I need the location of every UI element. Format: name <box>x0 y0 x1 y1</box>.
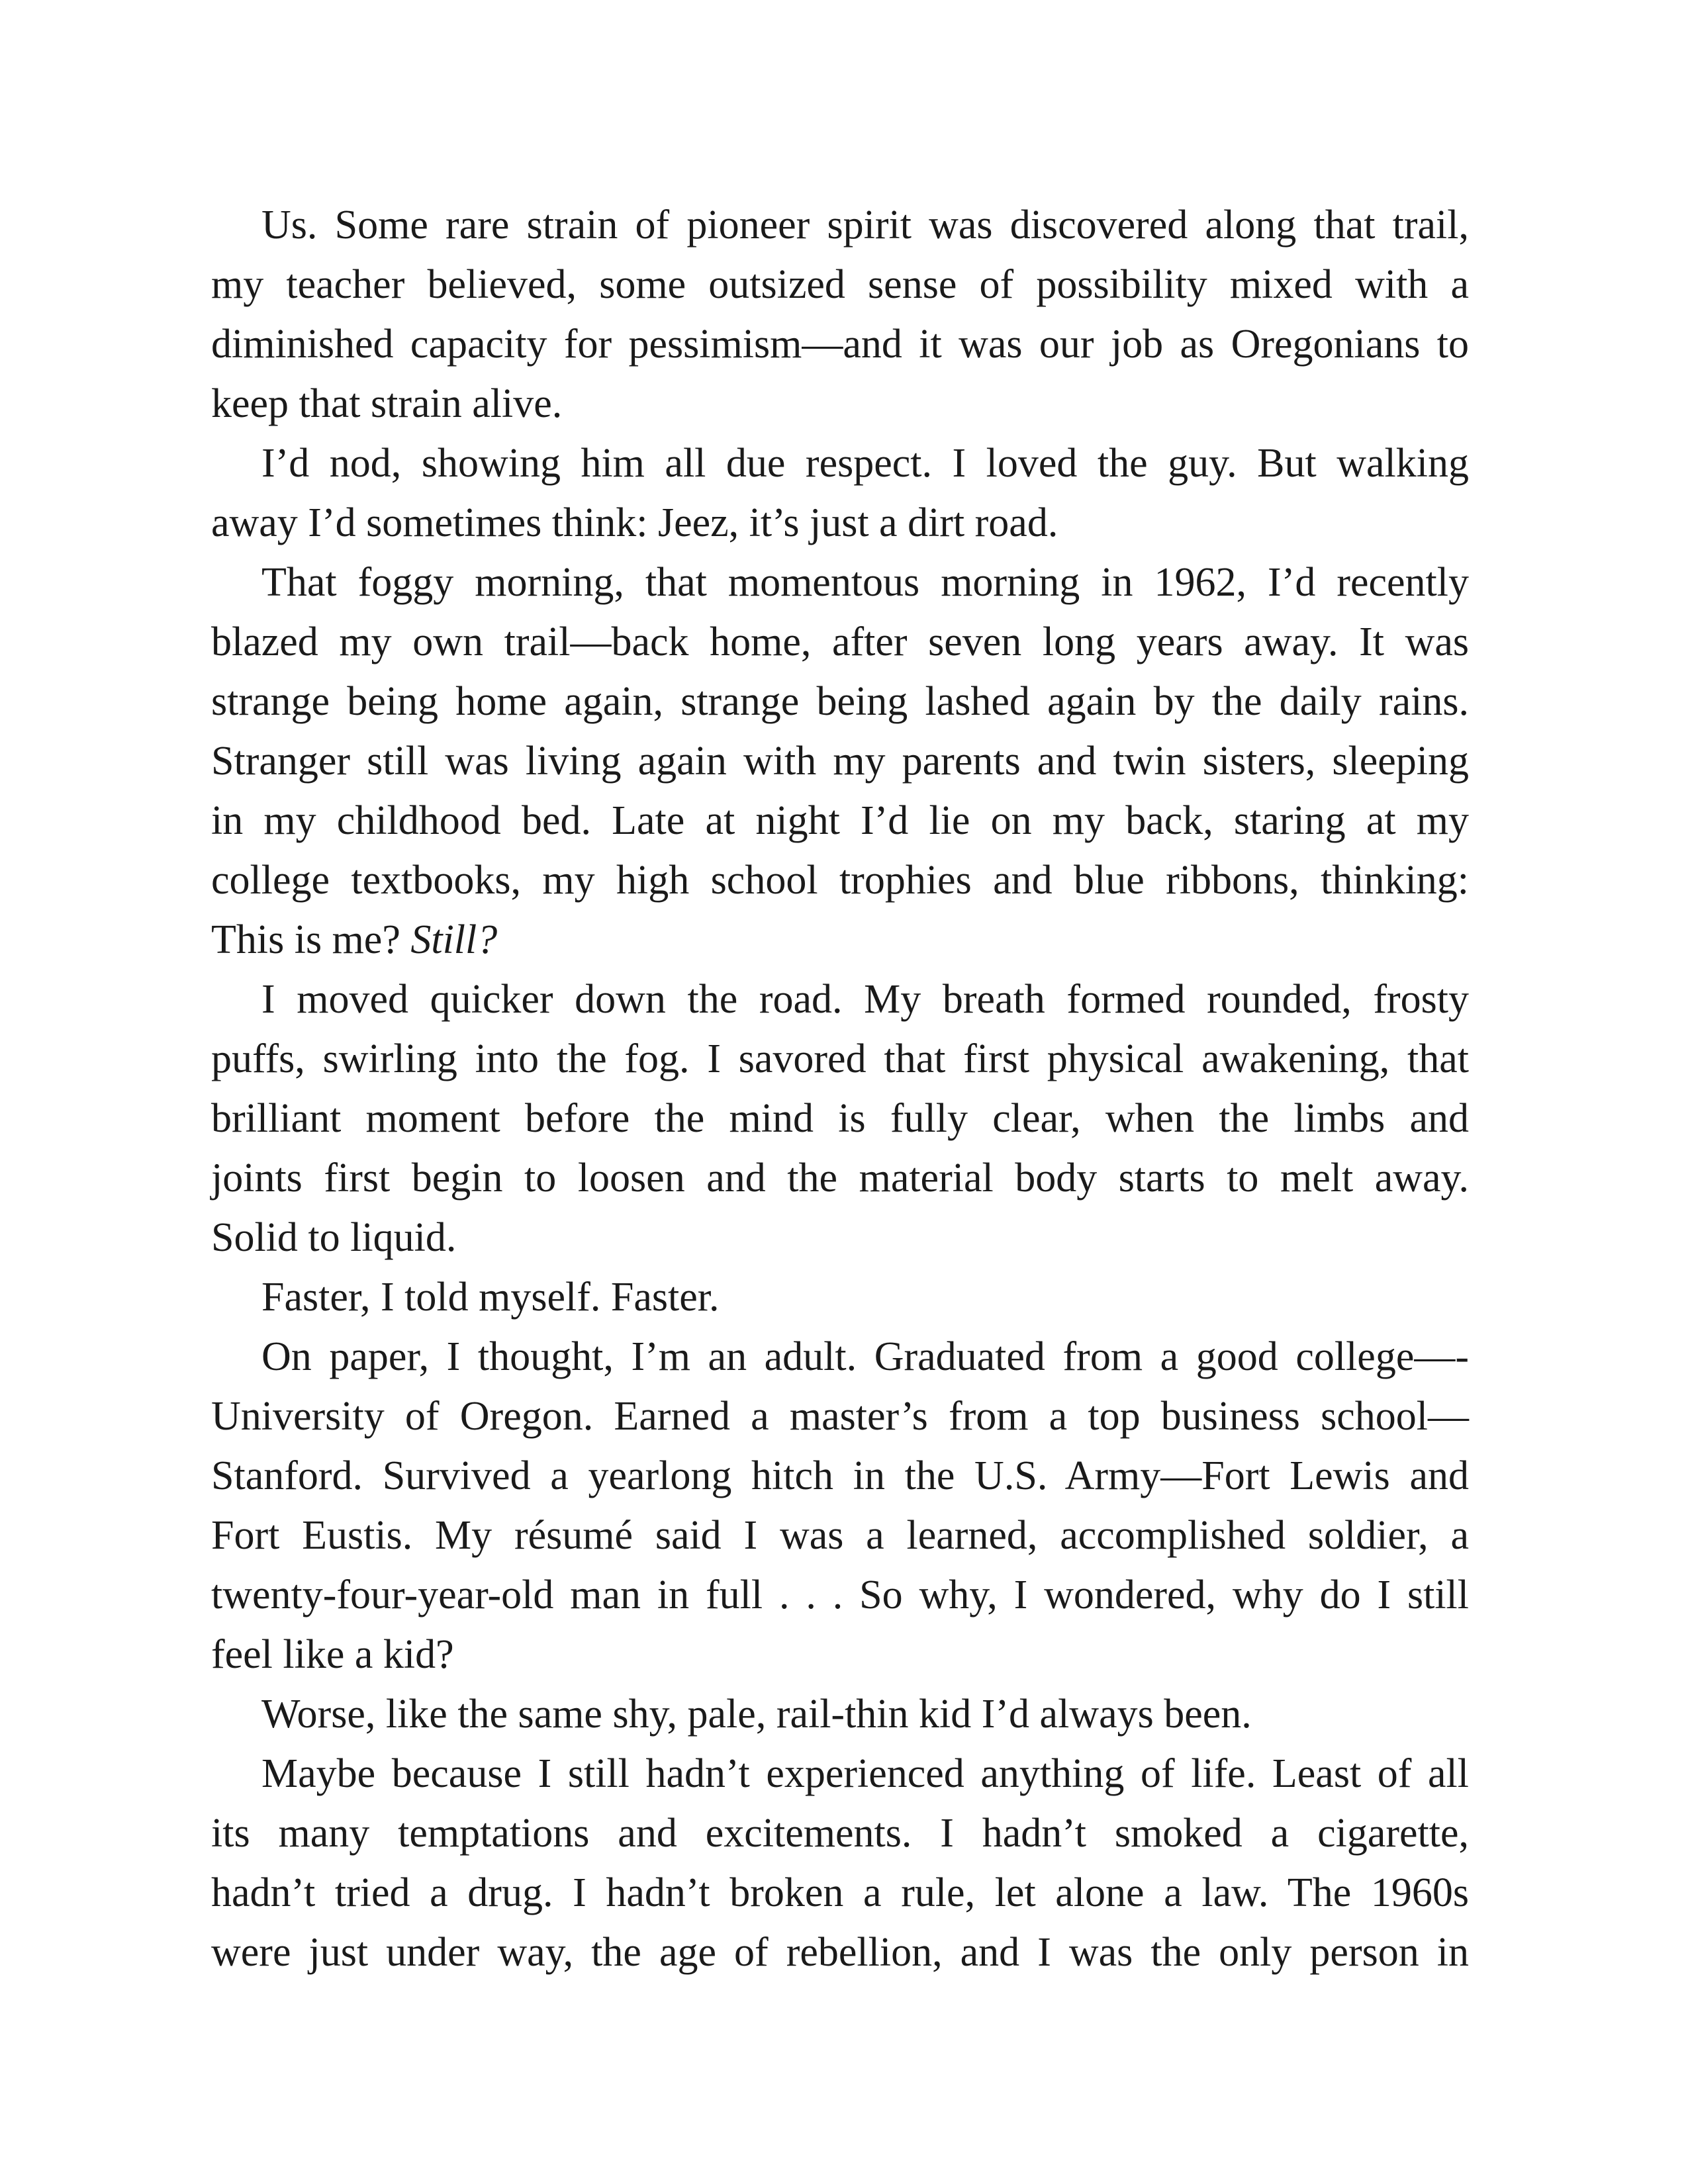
text-line-content: joints first begin to loosen and the material body starts to melt away. <box>211 1156 1469 1201</box>
text-line <box>211 672 1469 731</box>
text-line <box>211 910 1469 970</box>
text-line <box>211 553 1469 612</box>
text-line <box>211 1267 1469 1327</box>
text-line-content: This is me? <box>211 917 411 962</box>
text-line <box>211 255 1469 314</box>
text-line-content: Solid to liquid. <box>211 1215 457 1260</box>
text-line-content: That foggy morning, that momentous morning in 1962, I’d recently <box>261 560 1469 605</box>
book-page-text <box>211 195 1469 1982</box>
text-line <box>211 731 1469 791</box>
text-line <box>211 314 1469 374</box>
text-line <box>211 1089 1469 1148</box>
text-line <box>211 791 1469 850</box>
text-line-content: my teacher believed, some outsized sense of possibility mixed with a <box>211 262 1469 307</box>
text-line-content: away I’d sometimes think: Jeez, it’s just a dirt road. <box>211 500 1058 545</box>
text-line-content: feel like a kid? <box>211 1632 454 1677</box>
text-line-content: strange being home again, strange being lashed again by the daily rains. <box>211 679 1469 724</box>
text-line-content: Stranger still was living again with my parents and twin sisters, sleeping <box>211 739 1469 784</box>
text-line-content: Us. Some rare strain of pioneer spirit was discovered along that trail, <box>261 203 1469 248</box>
text-line-content: Maybe because I still hadn’t experienced anything of life. Least of all <box>261 1751 1469 1796</box>
text-line-content: blazed my own trail—back home, after seven long years away. It was <box>211 619 1469 664</box>
text-line <box>211 1148 1469 1208</box>
text-line-content: Stanford. Survived a yearlong hitch in the U.S. Army—Fort Lewis and <box>211 1453 1469 1498</box>
text-line-content: On paper, I thought, I’m an adult. Graduated from a good college—- <box>261 1334 1469 1379</box>
text-line-content: I moved quicker down the road. My breath formed rounded, frosty <box>261 977 1469 1022</box>
text-line-content: twenty-four-year-old man in full . . . So why, I wondered, why do I still <box>211 1572 1469 1617</box>
text-line <box>211 1506 1469 1565</box>
text-line-content: University of Oregon. Earned a master’s from a top business school— <box>211 1394 1469 1439</box>
text-line-content: were just under way, the age of rebellion, and I was the only person in <box>211 1930 1469 1975</box>
text-line <box>211 1923 1469 1982</box>
text-line-content: Worse, like the same shy, pale, rail-thin kid I’d always been. <box>261 1692 1252 1737</box>
text-line <box>211 1684 1469 1744</box>
text-line-content: diminished capacity for pessimism—and it was our job as Oregonians to <box>211 322 1469 367</box>
text-line <box>211 1803 1469 1863</box>
text-line <box>211 850 1469 910</box>
text-line <box>211 195 1469 255</box>
text-line-content: puffs, swirling into the fog. I savored that first physical awakening, that <box>211 1036 1469 1081</box>
text-line <box>211 1565 1469 1625</box>
text-line <box>211 374 1469 433</box>
text-line <box>211 1029 1469 1089</box>
text-line <box>211 1327 1469 1387</box>
text-line-content: brilliant moment before the mind is fully clear, when the limbs and <box>211 1096 1469 1141</box>
text-line-content: Faster, I told myself. Faster. <box>261 1275 720 1320</box>
text-line-content: in my childhood bed. Late at night I’d lie on my back, staring at my <box>211 798 1469 843</box>
text-line-content: keep that strain alive. <box>211 381 563 426</box>
text-line <box>211 1625 1469 1684</box>
text-line <box>211 1208 1469 1267</box>
text-line <box>211 1863 1469 1923</box>
italic-text: Still? <box>410 917 498 962</box>
text-line-content: Fort Eustis. My résumé said I was a learned, accomplished soldier, a <box>211 1513 1469 1558</box>
text-line <box>211 1387 1469 1446</box>
text-line-content: I’d nod, showing him all due respect. I loved the guy. But walking <box>261 441 1469 486</box>
text-line-content: its many temptations and excitements. I hadn’t smoked a cigarette, <box>211 1811 1469 1856</box>
text-line <box>211 970 1469 1029</box>
text-line-content: hadn’t tried a drug. I hadn’t broken a rule, let alone a law. The 1960s <box>211 1870 1469 1915</box>
text-line-content: college textbooks, my high school trophies and blue ribbons, thinking: <box>211 858 1469 903</box>
text-line <box>211 1446 1469 1506</box>
text-line <box>211 493 1469 553</box>
text-line <box>211 433 1469 493</box>
text-line <box>211 1744 1469 1803</box>
text-line <box>211 612 1469 672</box>
